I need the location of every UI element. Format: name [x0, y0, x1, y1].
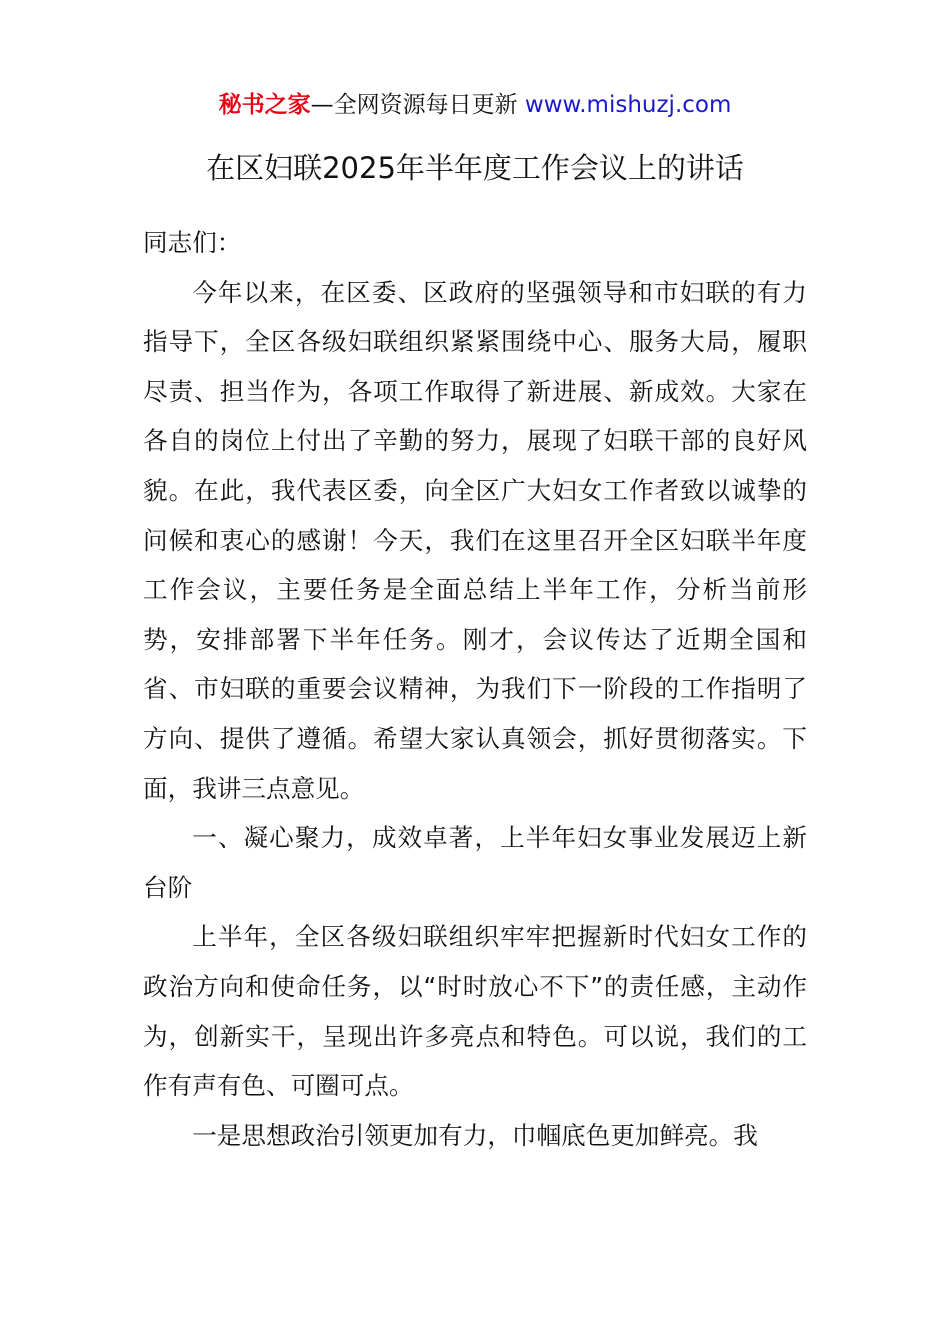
greeting: 同志们： [143, 228, 242, 257]
section-heading-1: 一、凝心聚力，成效卓著，上半年妇女事业发展迈上新台阶 [143, 823, 807, 902]
paragraph-point-one: 一是思想政治引领更加有力，巾帼底色更加鲜亮。我 [192, 1120, 758, 1150]
site-url-link[interactable]: www.mishuzj.com [524, 92, 732, 118]
brand-name: 秘书之家 [218, 92, 311, 118]
document-body [143, 218, 807, 1160]
paragraph-first-half: 上半年，全区各级妇联组织牢牢把握新时代妇女工作的政治方向和使命任务，以“时时放心不下”的责任感，主动作为，创新实干，呈现出许多亮点和特色。可以说，我们的工作有声有色、可圈可点。 [143, 922, 807, 1101]
document-title: 在区妇联2025年半年度工作会议上的讲话 [206, 151, 744, 185]
paragraph-intro: 今年以来，在区委、区政府的坚强领导和市妇联的有力指导下，全区各级妇联组织紧紧围绕中心、服务大局，履职尽责、担当作为，各项工作取得了新进展、新成效。大家在各自的岗位上付出了辛勤的努力，展现了妇联干部的良好风貌。在此，我代表区委，向全区广大妇女工作者致以诚挚的问候和衷心的感谢！今天，我们在这里召开全区妇联半年度工作会议，主要任务是全面总结上半年工作，分析当前形势，安排部署下半年任务。刚才，会议传达了近期全国和省、市妇联的重要会议精神，为我们下一阶段的工作指明了方向、提供了遵循。希望大家认真领会，抓好贯彻落实。下面，我讲三点意见。 [143, 277, 807, 803]
site-header [0, 88, 950, 122]
header-slogan: —全网资源每日更新 [310, 92, 525, 118]
